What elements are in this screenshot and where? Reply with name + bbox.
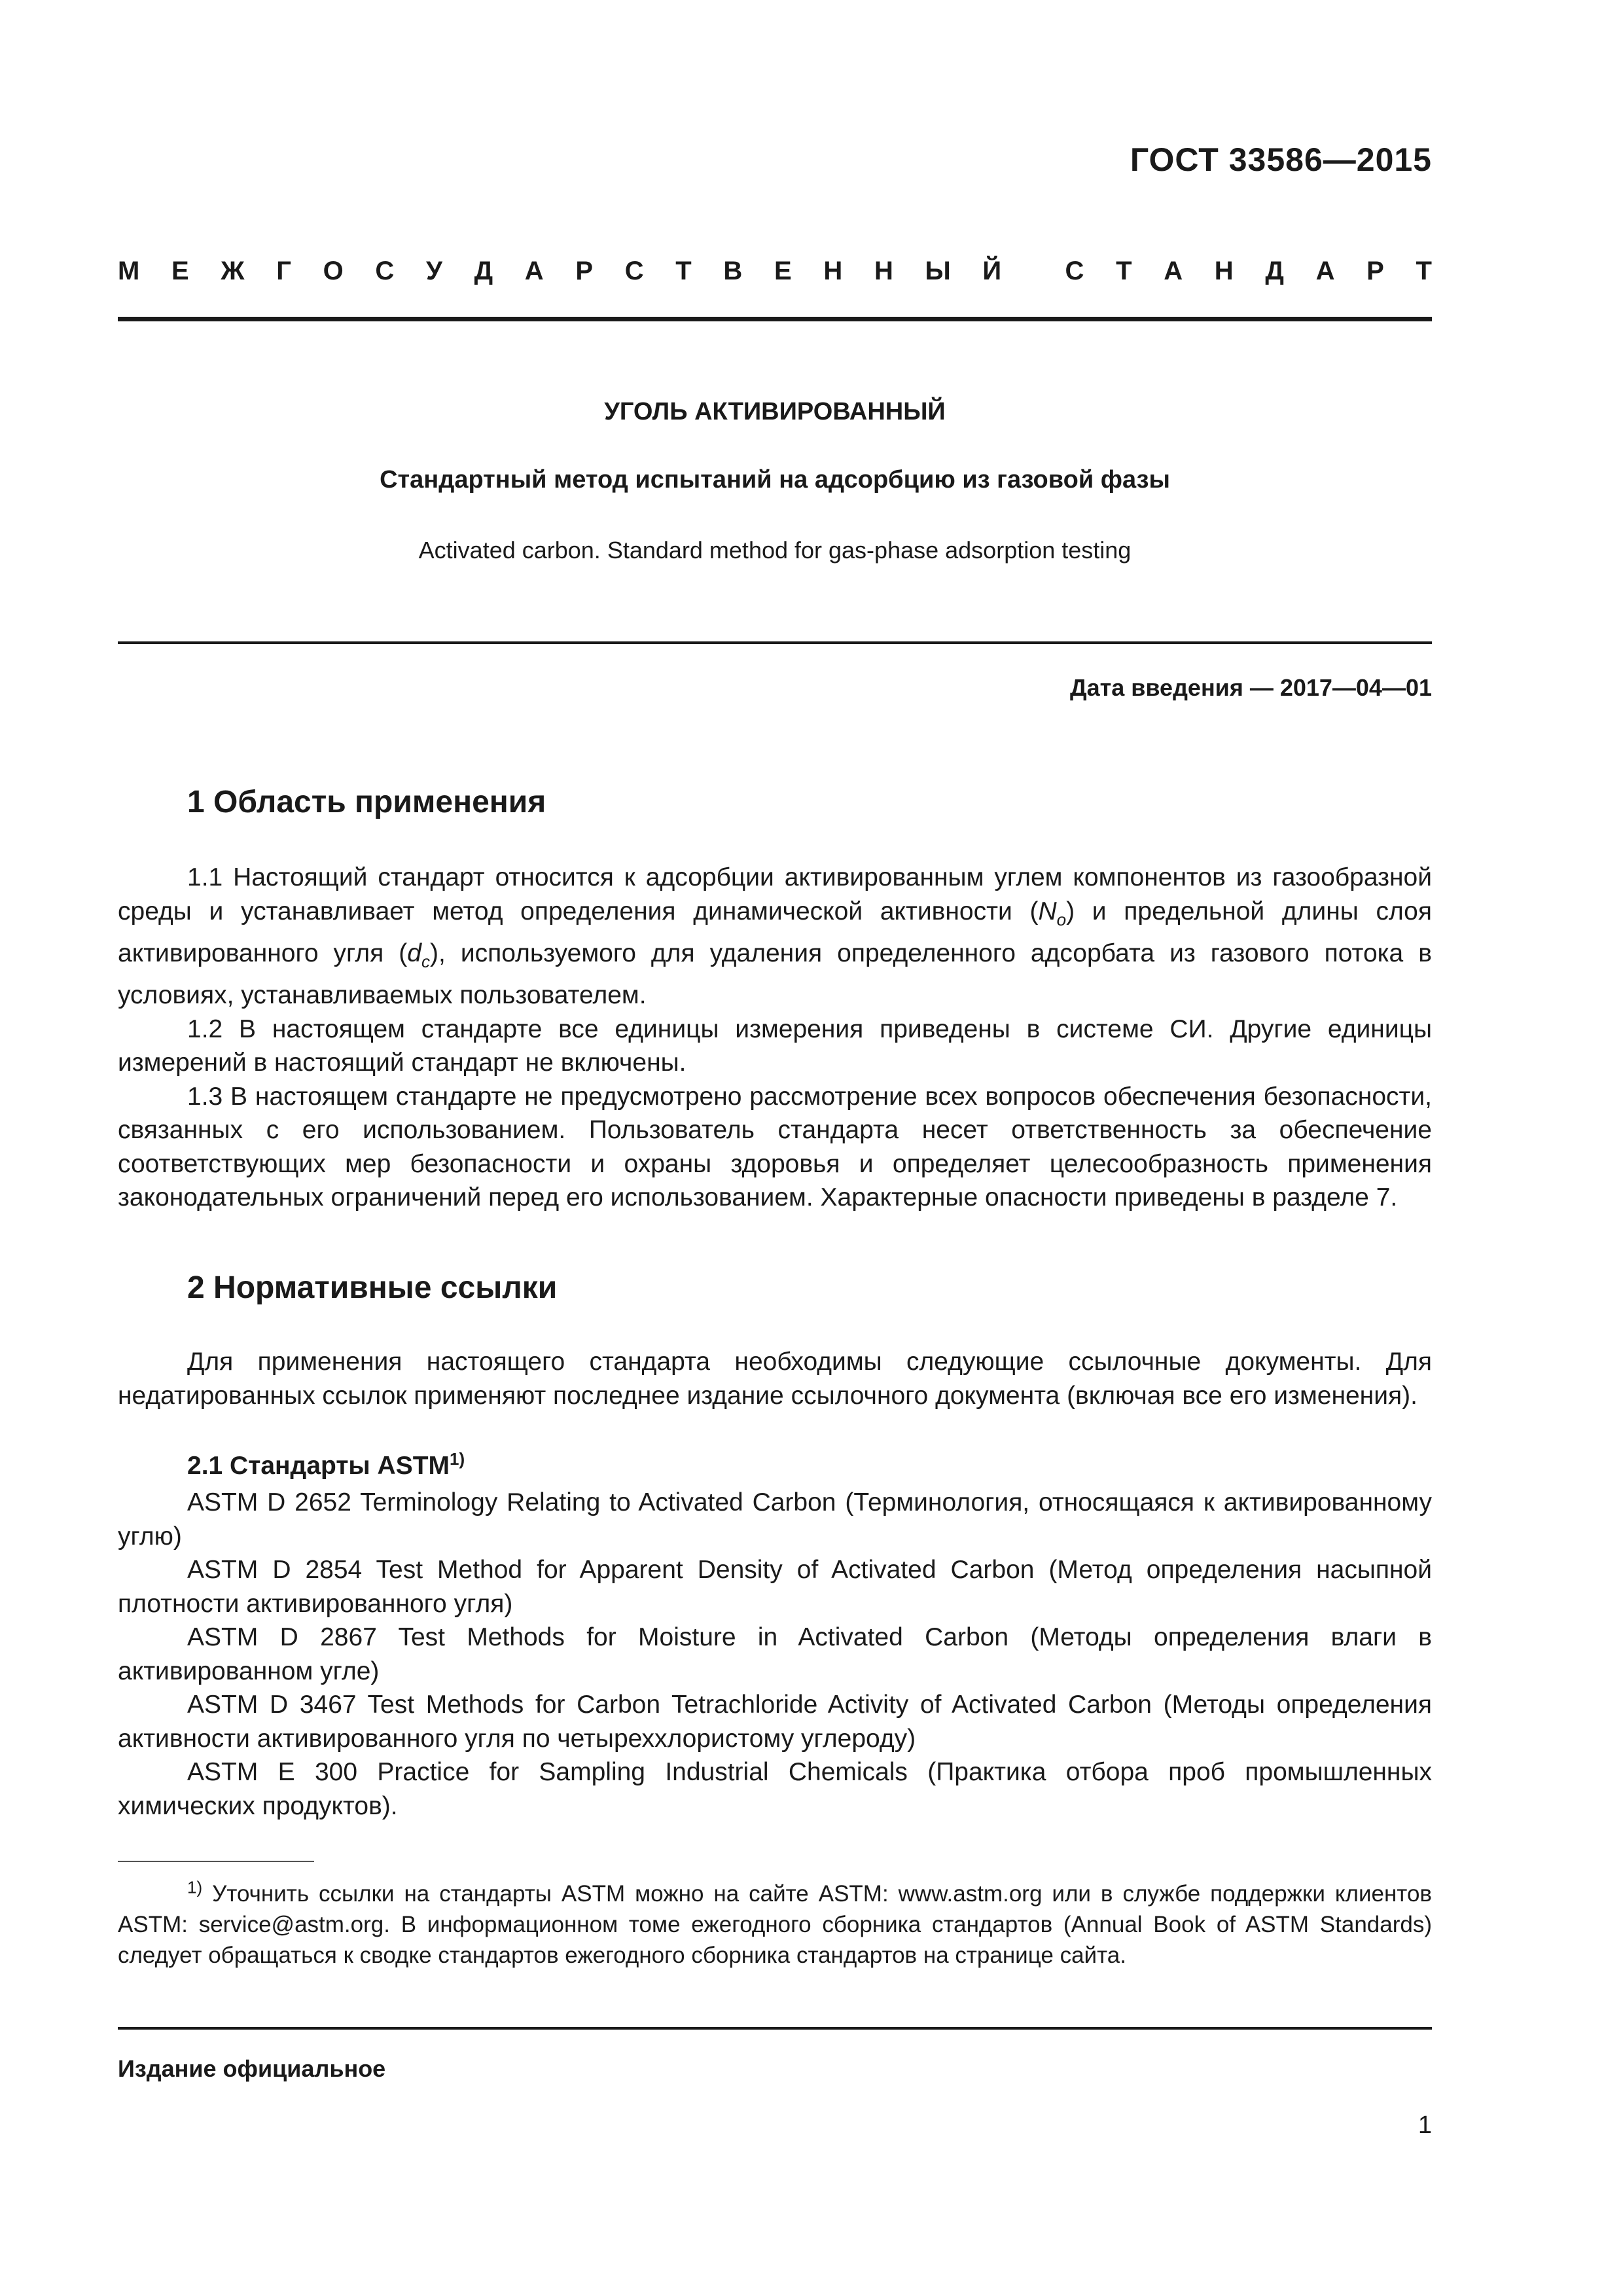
footer-divider: [118, 2027, 1432, 2030]
banner-letter: Г: [276, 257, 291, 285]
reference-item: ASTM D 2867 Test Methods for Moisture in Activated Carbon (Методы определения влаги в активированном угле): [118, 1623, 1432, 1685]
paragraph-1-1: 1.1 Настоящий стандарт относится к адсорбции активированным углем компонентов из газообразной среды и устанавливает метод определения динамической активности $(N_o)$ и предельной длины слоя активированного угля $(d_c)$, используемого для удаления определенного адсорбата из газового потока в условиях, устанавливаемых пользователем.: [118, 863, 1432, 1010]
title-divider: [118, 641, 1432, 644]
reference-item: ASTM D 3467 Test Methods for Carbon Tetrachloride Activity of Activated Carbon (Методы определения активности активированного угля по четыреххлористому углероду): [118, 1691, 1432, 1753]
document-code: ГОСТ 33586—2015: [1130, 141, 1432, 178]
reference-item: ASTM D 2854 Test Method for Apparent Density of Activated Carbon (Метод определения насыпной плотности активированного угля): [118, 1556, 1432, 1618]
banner-letter: Т: [675, 257, 692, 285]
banner-letter: А: [1315, 257, 1335, 285]
astm-reference-list: [118, 1486, 1432, 1823]
banner-letter: Н: [1214, 257, 1234, 285]
banner-letter: С: [375, 257, 395, 285]
subsection-heading-astm: 2.1 Стандарты ASTM$^{1)}$: [187, 1449, 465, 1480]
banner-letter: О: [323, 257, 344, 285]
footnote-marker: 1): [450, 1449, 465, 1469]
interstate-standard-banner: [118, 257, 1432, 286]
section-heading-scope: 1 Область применения: [187, 785, 546, 819]
section-heading-references: 2 Нормативные ссылки: [187, 1270, 558, 1305]
banner-letter: Д: [474, 257, 493, 285]
banner-letter: Н: [823, 257, 843, 285]
footnote-number: 1): [187, 1877, 203, 1897]
reference-item: ASTM E 300 Practice for Sampling Industrial Chemicals (Практика отбора проб промышленных химических продуктов).: [118, 1758, 1432, 1820]
paragraph-1-2: 1.2 В настоящем стандарте все единицы измерения приведены в системе СИ. Другие единицы измерений в настоящий стандарт не включены.: [118, 1014, 1432, 1077]
banner-letter: А: [524, 257, 544, 285]
official-edition-label: Издание официальное: [118, 2055, 386, 2082]
document-title: УГОЛЬ АКТИВИРОВАННЫЙ: [604, 398, 946, 425]
banner-letter: Н: [874, 257, 893, 285]
banner-letter: В: [723, 257, 743, 285]
section-references-intro: [118, 1345, 1432, 1412]
banner-letter: Р: [575, 257, 594, 285]
banner-letter: Т: [1416, 257, 1432, 285]
banner-letter: Р: [1366, 257, 1384, 285]
reference-item: ASTM D 2652 Terminology Relating to Activated Carbon (Терминология, относящаяся к активированному углю): [118, 1488, 1432, 1551]
banner-letter: М: [118, 257, 140, 285]
introduction-date: Дата введения — 2017—04—01: [1069, 674, 1432, 701]
banner-letter: Ы: [925, 257, 951, 285]
english-title: Activated carbon. Standard method for gas-phase adsorption testing: [418, 537, 1132, 564]
banner-letter: Е: [774, 257, 792, 285]
banner-letter: А: [1164, 257, 1183, 285]
document-subtitle: Стандартный метод испытаний на адсорбцию из газовой фазы: [380, 466, 1170, 493]
header-divider: [118, 317, 1432, 321]
references-intro: Для применения настоящего стандарта необходимы следующие ссылочные документы. Для недатированных ссылок применяют последнее издание ссылочного документа (включая все его изменения).: [118, 1348, 1432, 1410]
footnote-separator: [118, 1861, 314, 1862]
banner-letter: Й: [982, 257, 1002, 285]
section-scope-body: [118, 861, 1432, 1215]
banner-letter: Е: [171, 257, 189, 285]
banner-letter: Ж: [221, 257, 245, 285]
page-number: 1: [1418, 2111, 1432, 2139]
banner-letter: Д: [1265, 257, 1284, 285]
footnote-text: Уточнить ссылки на стандарты ASTM можно на сайте ASTM: www.astm.org или в службе поддержки клиентов ASTM: service@astm.org. В информационном томе ежегодного сборника стандартов (Annual Book of ASTM Standards) следует обращаться к сводке стандартов ежегодного сборника стандартов на странице сайта.: [118, 1881, 1433, 1968]
paragraph-1-3: 1.3 В настоящем стандарте не предусмотрено рассмотрение всех вопросов обеспечения безопасности, связанных с его использованием. Пользователь стандарта несет ответственность за обеспечение соответствующих мер безопасности и охраны здоровья и определяет целесообразность применения законодательных ограничений перед его использованием. Характерные опасности приведены в разделе 7.: [118, 1082, 1432, 1212]
banner-letter: У: [426, 257, 442, 285]
footnote: [118, 1878, 1432, 1971]
banner-letter: Т: [1116, 257, 1132, 285]
banner-letter: С: [624, 257, 644, 285]
banner-letter: С: [1065, 257, 1084, 285]
